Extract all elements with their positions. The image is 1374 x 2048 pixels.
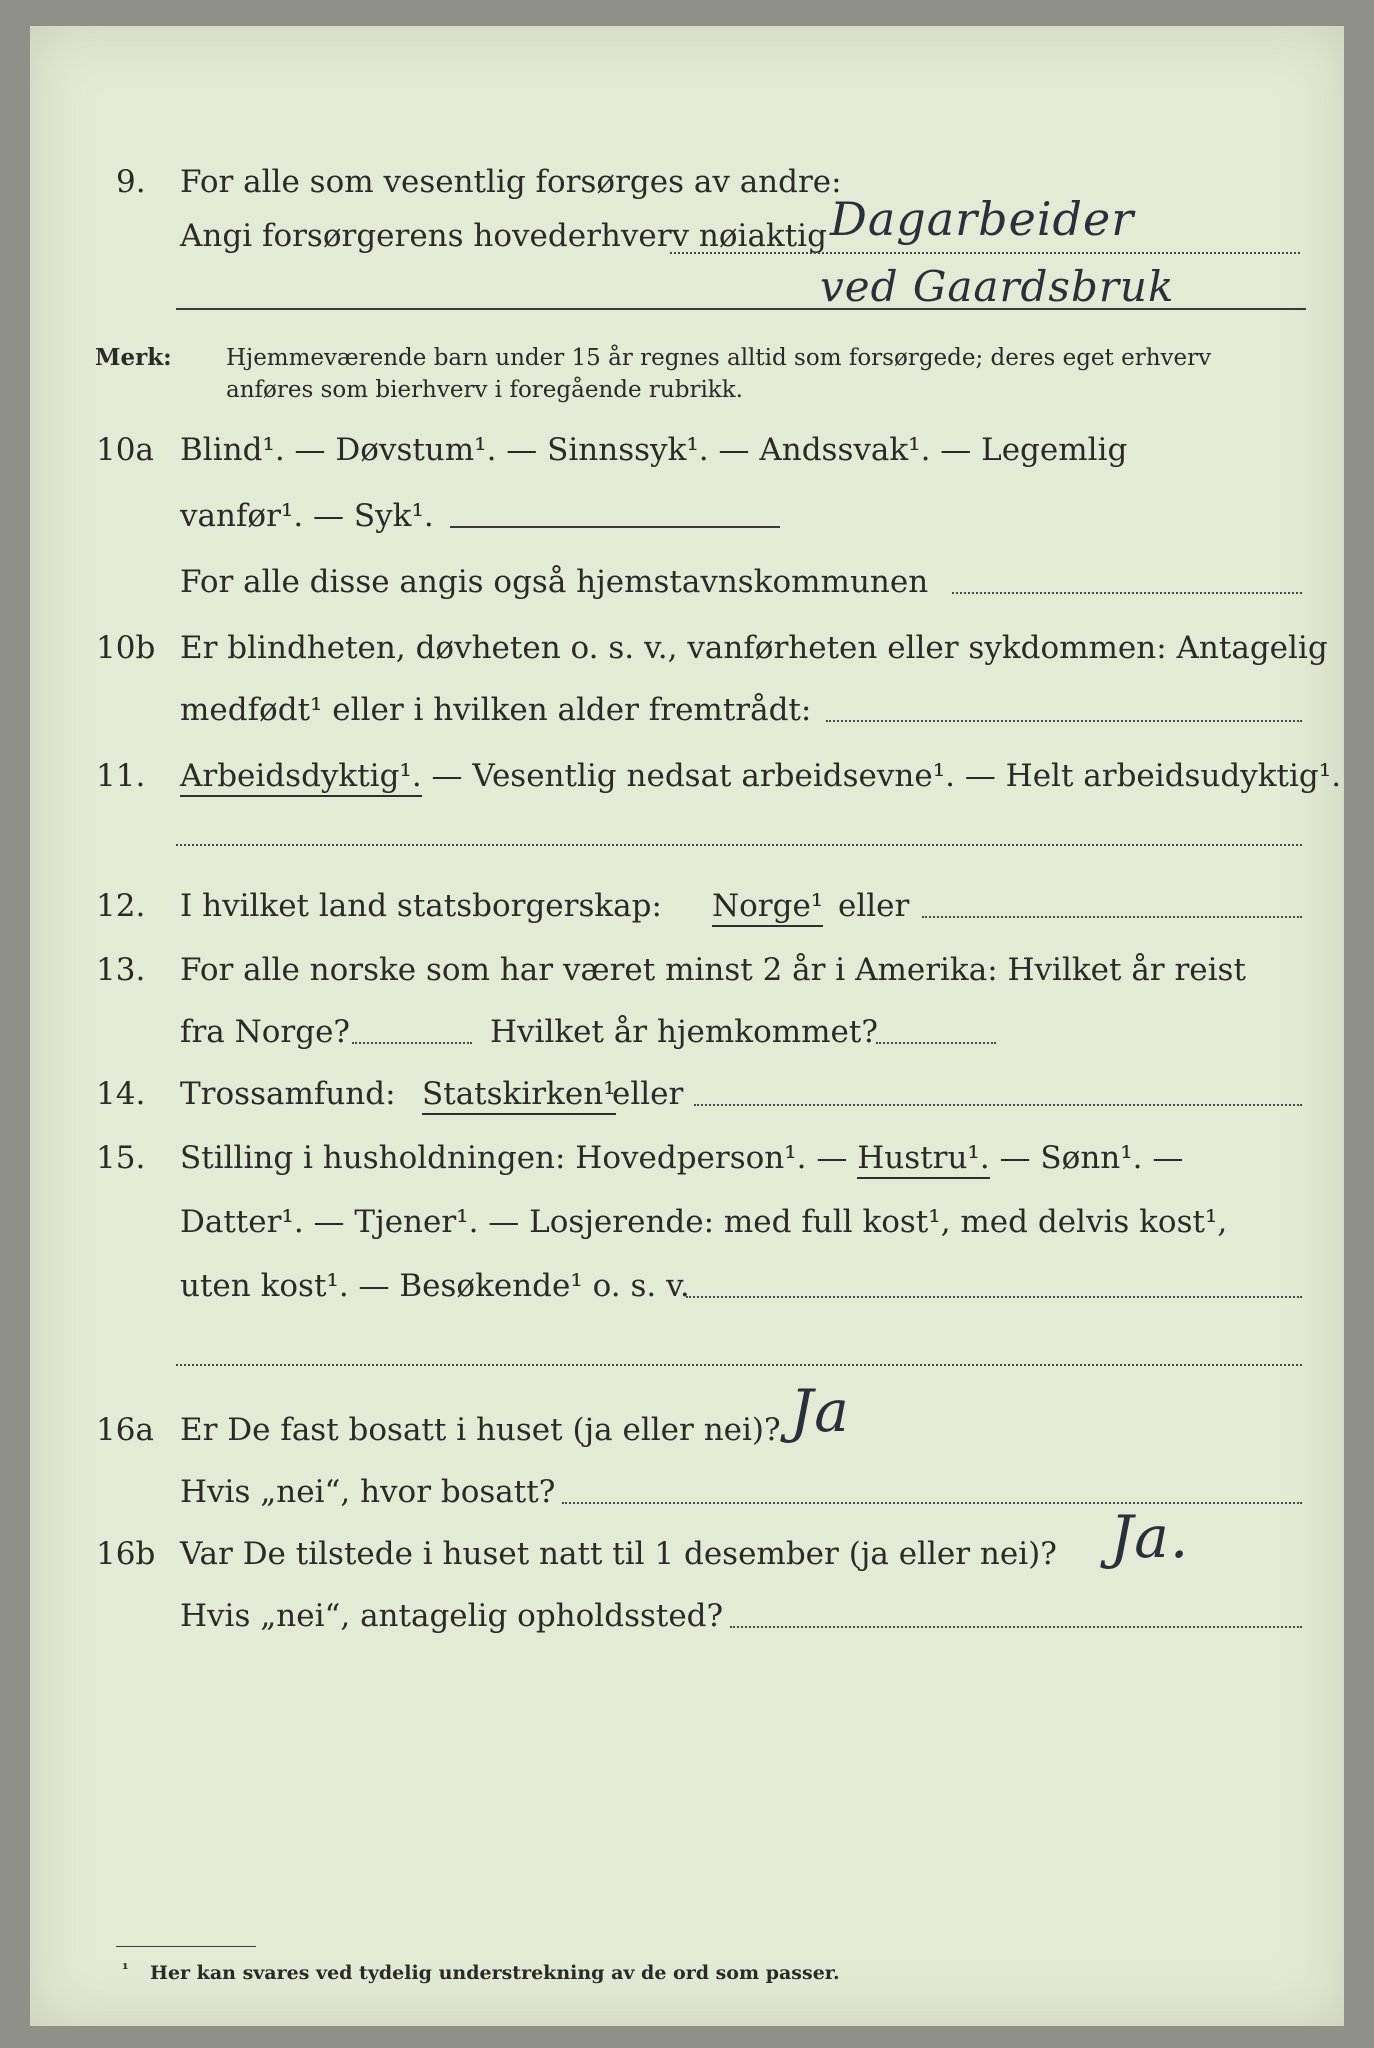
q13-text-line2a: fra Norge? <box>180 1014 351 1050</box>
q9-handwritten-answer2: ved Gaardsbruk <box>820 262 1175 311</box>
q9-handwritten-answer1: Dagarbeider <box>830 192 1135 246</box>
q10a-text-line1: Blind¹. — Døvstum¹. — Sinnssyk¹. — Andssvak¹. — Legemlig <box>180 432 1128 468</box>
q10b-answer-line <box>826 720 1302 722</box>
q13-hjemkommet-line <box>876 1042 996 1044</box>
q10a-hjemstavn-line <box>952 592 1302 594</box>
q15-line1a: Stilling i husholdningen: Hovedperson¹. — <box>180 1140 848 1176</box>
q12-norge: Norge¹ <box>712 888 823 927</box>
footnote-text: Her kan svares ved tydelig understrekning av de ord som passer. <box>150 1962 840 1984</box>
q14-statskirken-underlined <box>422 1074 616 1114</box>
q16b-text-line2: Hvis „nei“, antagelig opholdssted? <box>180 1598 724 1634</box>
q16b-number: 16b <box>96 1536 156 1572</box>
merk-text-line1: Hjemmeværende barn under 15 år regnes alltid som forsørgede; deres eget erhverv <box>226 345 1212 371</box>
q15-text-line1 <box>180 1138 1183 1178</box>
q10b-text-line1: Er blindheten, døvheten o. s. v., vanførheten eller sykdommen: Antagelig <box>180 630 1328 666</box>
q9-text-line2: Angi forsørgerens hovederhverv nøiaktig <box>180 218 827 254</box>
q13-text-line2b: Hvilket år hjemkommet? <box>490 1014 878 1050</box>
q12-answer-line <box>922 916 1302 918</box>
q15-number: 15. <box>96 1140 146 1176</box>
q13-text-line1: For alle norske som har været minst 2 år i Amerika: Hvilket år reist <box>180 952 1246 988</box>
q15-hustru-underlined: Hustru¹. <box>857 1140 989 1179</box>
q10a-text-line2: vanfør¹. — Syk¹. <box>180 498 434 534</box>
q16b-text-line1: Var De tilstede i huset natt til 1 desember (ja eller nei)? <box>180 1536 1057 1572</box>
footnote-rule <box>116 1946 256 1947</box>
q10a-number: 10a <box>96 432 154 468</box>
q16a-answer-line <box>562 1502 1302 1504</box>
q15-text-line3: uten kost¹. — Besøkende¹ o. s. v. <box>180 1268 690 1304</box>
census-form-page <box>30 26 1344 2026</box>
q11-answer-line <box>176 844 1302 846</box>
q14-number: 14. <box>96 1076 146 1112</box>
q13-reist-line <box>352 1042 472 1044</box>
merk-label: Merk: <box>95 344 172 371</box>
q15-answer-line1 <box>686 1296 1302 1298</box>
q16a-number: 16a <box>96 1412 154 1448</box>
q16a-text-line1: Er De fast bosatt i huset (ja eller nei)? <box>180 1412 781 1448</box>
q10a-text-line3: For alle disse angis også hjemstavnskommunen <box>180 564 929 600</box>
q9-text-line1: For alle som vesentlig forsørges av andre: <box>180 164 842 200</box>
q12-norge-underlined <box>712 886 823 926</box>
q16b-answer-line <box>730 1626 1302 1628</box>
q11-number: 11. <box>96 758 146 794</box>
q14-text-prefix: Trossamfund: <box>180 1076 396 1112</box>
q10a-syk-line <box>450 526 780 528</box>
q9-number: 9. <box>116 164 146 200</box>
q16a-handwritten-answer: Ja <box>790 1377 850 1445</box>
q12-text-prefix: I hvilket land statsborgerskap: <box>180 888 662 924</box>
q11-text <box>180 756 1341 796</box>
q15-answer-line2 <box>176 1364 1302 1366</box>
q12-text-suffix: eller <box>838 888 910 924</box>
q13-number: 13. <box>96 952 146 988</box>
merk-text-line2: anføres som bierhverv i foregående rubrikk. <box>226 377 743 403</box>
q14-text-suffix: eller <box>612 1076 684 1112</box>
q15-line1b: — Sønn¹. — <box>999 1140 1184 1176</box>
q12-number: 12. <box>96 888 146 924</box>
q16a-text-line2: Hvis „nei“, hvor bosatt? <box>180 1474 556 1510</box>
q10b-text-line2: medfødt¹ eller i hvilken alder fremtrådt: <box>180 692 812 728</box>
q11-arbeidsdyktig-underlined: Arbeidsdyktig¹. <box>180 758 422 797</box>
q16b-handwritten-answer: Ja. <box>1110 1503 1190 1571</box>
q10b-number: 10b <box>96 630 156 666</box>
q14-statskirken: Statskirken¹ <box>422 1076 616 1115</box>
q11-text-rest: — Vesentlig nedsat arbeidsevne¹. — Helt arbeidsudyktig¹. <box>421 758 1342 794</box>
q15-text-line2: Datter¹. — Tjener¹. — Losjerende: med full kost¹, med delvis kost¹, <box>180 1204 1228 1240</box>
footnote-mark: ¹ <box>122 1960 129 1978</box>
q14-answer-line <box>694 1104 1302 1106</box>
q9-answer-line1 <box>670 252 1300 254</box>
